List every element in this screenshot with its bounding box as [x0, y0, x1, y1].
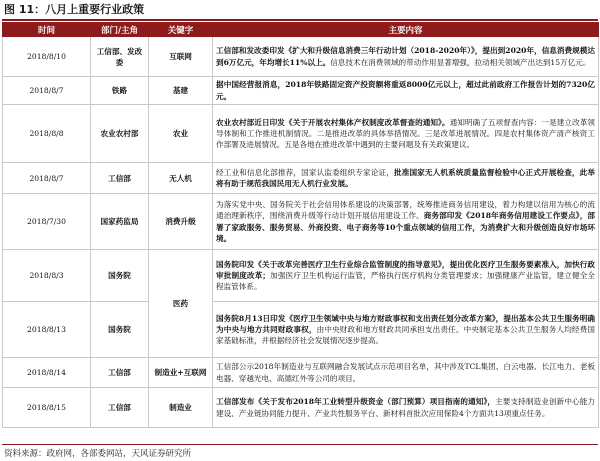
content-text: 信息技术在消费领域的带动作用显著增强，拉动相关领域产出达到15万亿元。 — [330, 57, 591, 67]
figure-title: 图 11：八月上重要行业政策 — [4, 3, 145, 16]
content-text: 经工业和信息化部推荐，国家认监委组织专家论证， — [216, 167, 394, 177]
content-highlight: 工信部和发改委印发《扩大和升级信息消费三年行动计划（2018-2020年）》，提出到2020年，信息消费规模达到6万亿元，年均增长11%以上。 — [216, 46, 595, 67]
header-date: 时间 — [3, 23, 91, 37]
row-keyword: 消费升级 — [149, 194, 213, 250]
row-content — [213, 37, 599, 77]
table-body — [3, 37, 599, 428]
row-dept: 工信部 — [91, 388, 149, 428]
title-rule — [2, 19, 598, 21]
row-date: 2018/8/10 — [3, 37, 91, 77]
row-date: 2018/8/7 — [3, 77, 91, 105]
row-dept: 工信部 — [91, 358, 149, 388]
row-date: 2018/8/13 — [3, 302, 91, 358]
bottom-rule — [2, 444, 598, 445]
row-content — [213, 77, 599, 105]
content-highlight: 国务院8月13日印发《医疗卫生领域中央与地方财政事权和支出责任划分改革方案》，提出基本公共卫生服务明确为中央与地方共同财政事权， — [216, 313, 595, 334]
row-keyword: 医药 — [149, 250, 213, 358]
row-content — [213, 194, 599, 250]
row-keyword: 农业 — [149, 105, 213, 163]
content-text: 由中央财政和地方财政共同承担支出责任。中央制定基本公共卫生服务人均经费国家基础标准，并根据经济社会发展情况逐步提高。 — [216, 324, 596, 346]
row-content — [213, 163, 599, 194]
table-row — [3, 105, 599, 163]
row-content — [213, 388, 599, 428]
content-highlight: 国务院印发《关于改革完善医疗卫生行业综合监管制度的指导意见》，提出优化医疗卫生服务要素准入，加快行政审批制度改革； — [216, 259, 595, 280]
row-date: 2018/8/15 — [3, 388, 91, 428]
header-content: 主要内容 — [213, 23, 599, 37]
table-header-row — [3, 23, 599, 37]
source-note: 资料来源：政府网，各部委网站，天风证券研究所 — [4, 449, 192, 459]
content-text: 工信部公示2018年制造业与互联网融合发展试点示范项目名单，其中涉及TCL集团、白云电器、长江电力、老板电器、穿越光电、高德红外等公司的项目。 — [216, 362, 595, 383]
table-row — [3, 388, 599, 428]
table-row — [3, 77, 599, 105]
row-dept: 工信部 — [91, 163, 149, 194]
table-row — [3, 37, 599, 77]
row-keyword: 互联网 — [149, 37, 213, 77]
row-date: 2018/8/7 — [3, 163, 91, 194]
content-highlight: 商务部印发《2018年商务信用建设工作要点》，部署了家政服务、服务贸易、外商投资、电子商务等10个重点领域的信用工作，为消费扩大和升级创造良好市场环境。 — [216, 211, 595, 243]
policy-table — [2, 22, 599, 428]
row-date: 2018/8/3 — [3, 250, 91, 302]
row-keyword: 制造业+互联网 — [149, 358, 213, 388]
content-text: 加强医疗卫生机构运行监管，严格执行医疗机构分类管理要求；加强健康产业监管，建立健全全程监管体系。 — [216, 270, 596, 292]
row-content — [213, 105, 599, 163]
row-dept: 工信部、发改委 — [91, 37, 149, 77]
table-row — [3, 302, 599, 358]
row-keyword: 无人机 — [149, 163, 213, 194]
row-dept: 农业农村部 — [91, 105, 149, 163]
header-keyword: 关键字 — [149, 23, 213, 37]
table-row — [3, 250, 599, 302]
row-content — [213, 302, 599, 358]
row-keyword: 基建 — [149, 77, 213, 105]
table-row — [3, 163, 599, 194]
content-text: 通知明确了五项督查内容：一是建立改革领导体制和工作推进机制情况。二是推进改革的具体举措情况。三是改革进展情况。四是农村集体资产清产核资工作部署及进展情况。五是各地在推进改革中遇到的主要问题及有关政策建议。 — [216, 117, 595, 150]
row-date: 2018/8/8 — [3, 105, 91, 163]
row-dept: 国家药监局 — [91, 194, 149, 250]
row-dept: 国务院 — [91, 250, 149, 302]
row-content — [213, 358, 599, 388]
row-date: 2018/8/14 — [3, 358, 91, 388]
table-row — [3, 194, 599, 250]
row-dept: 国务院 — [91, 302, 149, 358]
content-highlight: 批准国家无人机系统质量监督检验中心正式开展检查，此举将有助于规范我国民用无人机行业发展。 — [216, 167, 596, 188]
row-date: 2018/7/30 — [3, 194, 91, 250]
row-keyword: 制造业 — [149, 388, 213, 428]
content-highlight: 农业农村部近日印发《关于开展农村集体产权制度改革督查的通知》。 — [216, 117, 450, 127]
row-dept: 铁路 — [91, 77, 149, 105]
content-text: 主要支持制造业创新中心能力建设、产业链协同能力提升、产业共性服务平台、新材料首批次应用保险4个方面共13项重点任务。 — [216, 397, 595, 418]
table-row — [3, 358, 599, 388]
row-content — [213, 250, 599, 302]
content-highlight: 工信部发布《关于发布2018年工业转型升级资金（部门预算）项目指南的通知》， — [216, 397, 496, 407]
content-highlight: 据中国经营报消息，2018年铁路固定资产投资额将重返8000亿元以上，超过此前政府工作报告计划的7320亿元。 — [216, 80, 595, 101]
content-text: 为落实党中央、国务院关于社会信用体系建设的决策部署，统筹推进商务信用建设，着力构建以信用为核心的流通治理新秩序，围绕消费升级等行动计划开展信用建设工作。 — [216, 200, 595, 221]
header-dept: 部门/主角 — [91, 23, 149, 37]
